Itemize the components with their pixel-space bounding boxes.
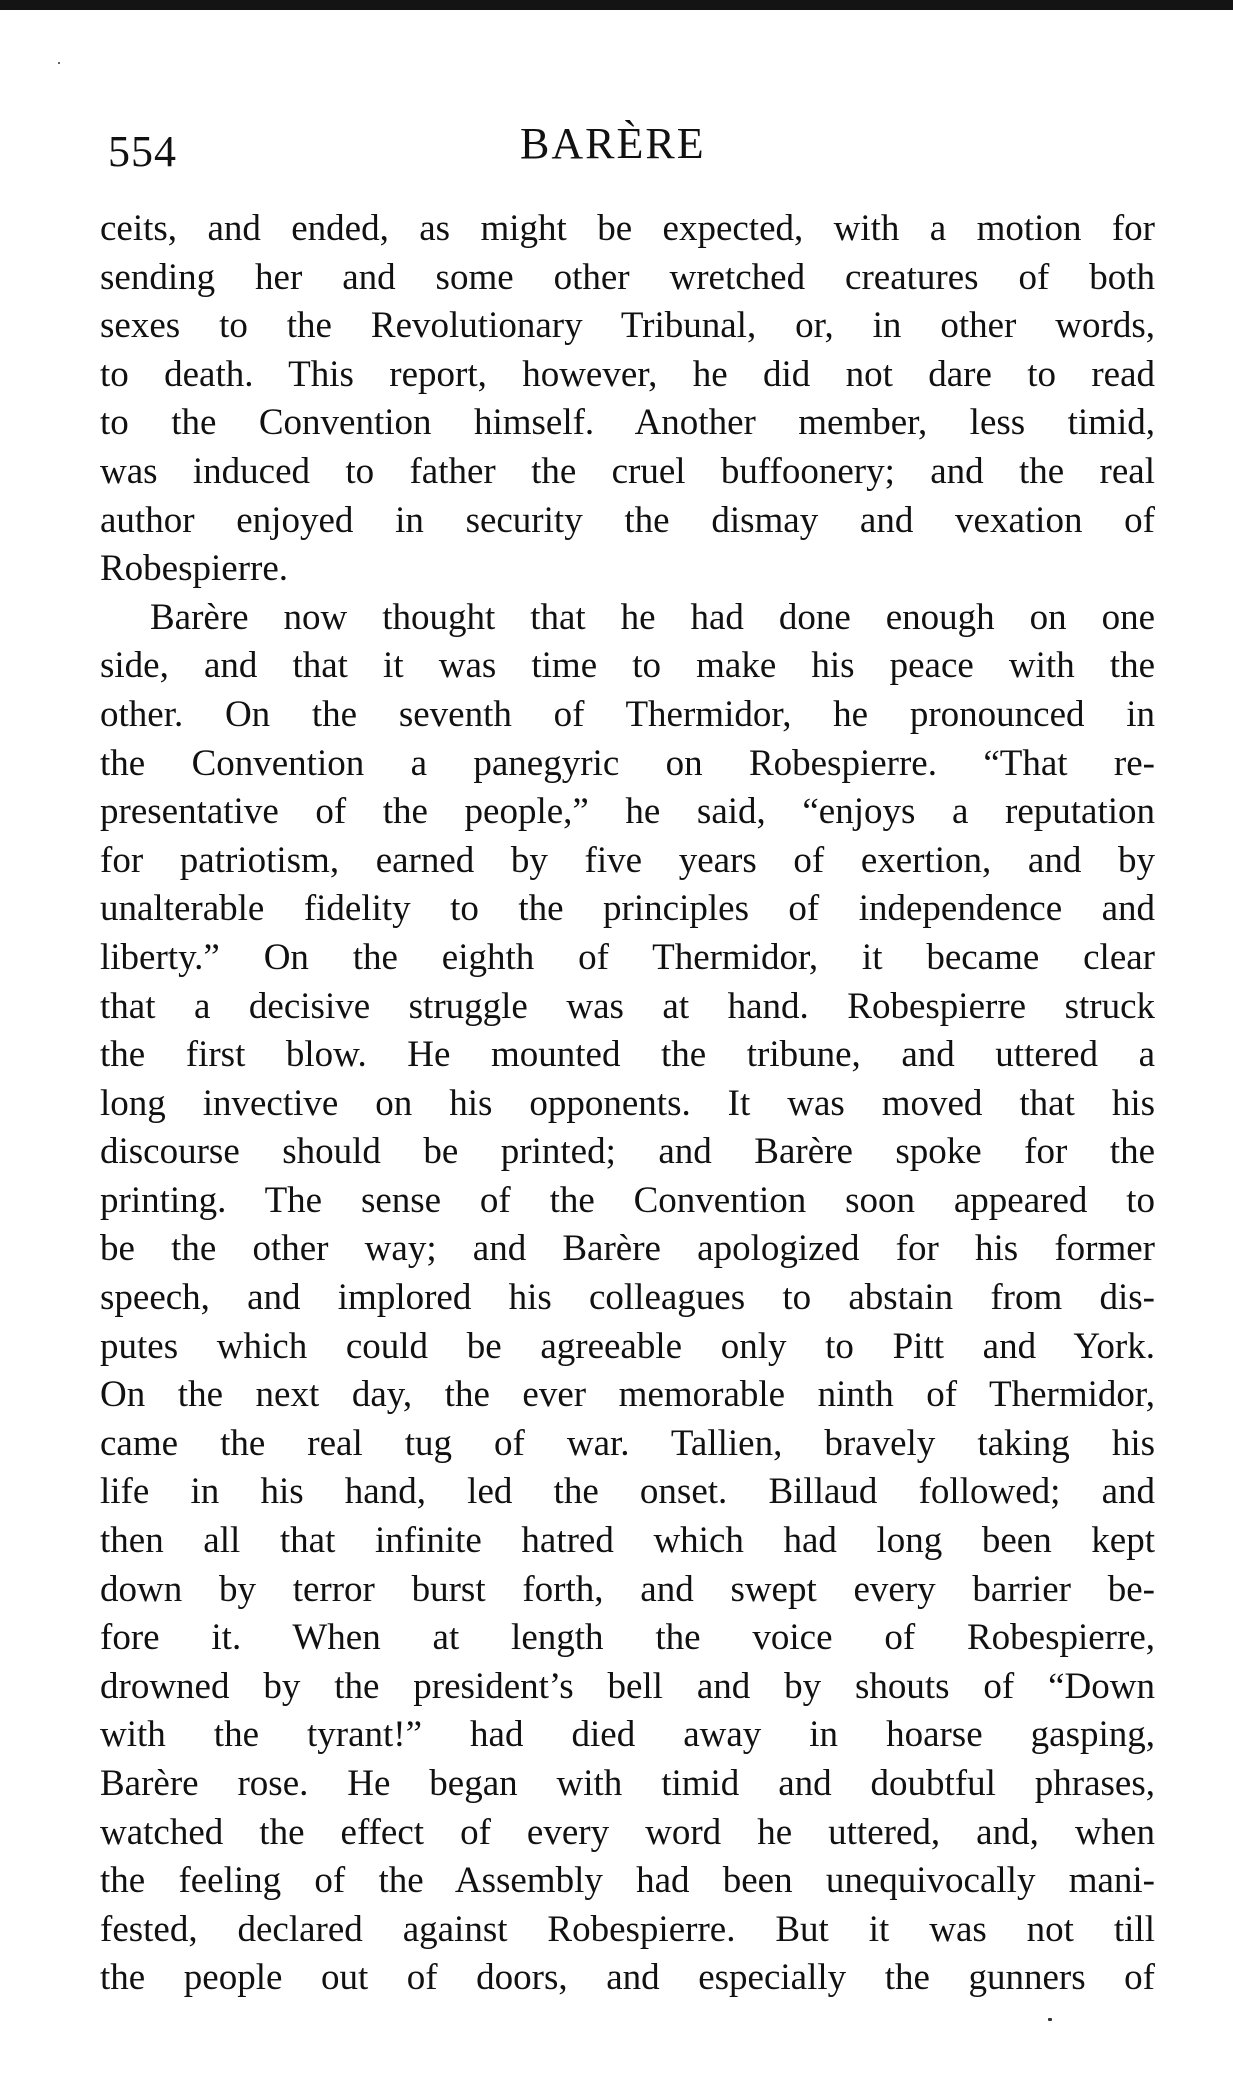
text-line: was induced to father the cruel buffoonery; and the real bbox=[100, 450, 1155, 492]
text-line: liberty.” On the eighth of Thermidor, it became clear bbox=[100, 936, 1155, 978]
text-line: Barère rose. He began with timid and doubtful phrases, bbox=[100, 1763, 1155, 1804]
text-line: the first blow. He mounted the tribune, and uttered a bbox=[100, 1034, 1155, 1076]
text-line: the people out of doors, and especially the gunners of bbox=[100, 1957, 1155, 1999]
body-text bbox=[100, 205, 1155, 2003]
text-line: that a decisive struggle was at hand. Robespierre struck bbox=[100, 985, 1155, 1027]
text-line: Robespierre. bbox=[100, 548, 289, 590]
text-line: speech, and implored his colleagues to abstain from dis- bbox=[100, 1277, 1155, 1319]
text-line: ceits, and ended, as might be expected, with a motion for bbox=[100, 208, 1155, 249]
text-line: side, and that it was time to make his peace with the bbox=[100, 645, 1155, 687]
text-line: other. On the seventh of Thermidor, he pronounced in bbox=[100, 693, 1155, 735]
text-line: long invective on his opponents. It was moved that his bbox=[100, 1082, 1155, 1124]
text-line: fore it. When at length the voice of Robespierre, bbox=[100, 1617, 1155, 1659]
text-line: then all that infinite hatred which had long been kept bbox=[100, 1520, 1155, 1562]
text-line: On the next day, the ever memorable ninth of Thermidor, bbox=[100, 1374, 1155, 1416]
text-line: putes which could be agreeable only to Pitt and York. bbox=[100, 1325, 1155, 1367]
text-line: sexes to the Revolutionary Tribunal, or, in other words, bbox=[100, 305, 1155, 347]
text-line: drowned by the president’s bell and by shouts of “Down bbox=[100, 1665, 1155, 1707]
top-border-rule bbox=[0, 0, 1233, 10]
text-line: author enjoyed in security the dismay and vexation of bbox=[100, 499, 1155, 541]
text-line: fested, declared against Robespierre. But it was not till bbox=[100, 1908, 1155, 1950]
text-line: watched the effect of every word he uttered, and, when bbox=[100, 1811, 1155, 1853]
paragraph-start-line: Barère now thought that he had done enough on one bbox=[150, 596, 1155, 638]
text-line: to the Convention himself. Another member, less timid, bbox=[100, 402, 1155, 444]
text-line: sending her and some other wretched creatures of both bbox=[100, 256, 1155, 298]
scan-speck bbox=[58, 62, 60, 64]
text-line: discourse should be printed; and Barère spoke for the bbox=[100, 1131, 1155, 1173]
scan-speck bbox=[1048, 2018, 1052, 2021]
text-line: life in his hand, led the onset. Billaud followed; and bbox=[100, 1471, 1155, 1513]
text-line: to death. This report, however, he did not dare to read bbox=[100, 353, 1155, 395]
text-line: be the other way; and Barère apologized for his former bbox=[100, 1228, 1155, 1270]
text-line: down by terror burst forth, and swept every barrier be- bbox=[100, 1568, 1155, 1610]
text-line: presentative of the people,” he said, “enjoys a reputation bbox=[100, 791, 1155, 833]
text-line: for patriotism, earned by five years of exertion, and by bbox=[100, 839, 1155, 881]
text-line: unalterable fidelity to the principles of independence and bbox=[100, 888, 1155, 930]
text-line: the feeling of the Assembly had been unequivocally mani- bbox=[100, 1860, 1155, 1902]
text-line: came the real tug of war. Tallien, bravely taking his bbox=[100, 1422, 1155, 1464]
running-head: BARÈRE bbox=[520, 119, 706, 168]
page-number: 554 bbox=[108, 127, 177, 176]
text-line: the Convention a panegyric on Robespierre. “That re- bbox=[100, 742, 1155, 784]
text-line: with the tyrant!” had died away in hoarse gasping, bbox=[100, 1714, 1155, 1756]
text-line: printing. The sense of the Convention soon appeared to bbox=[100, 1179, 1155, 1221]
